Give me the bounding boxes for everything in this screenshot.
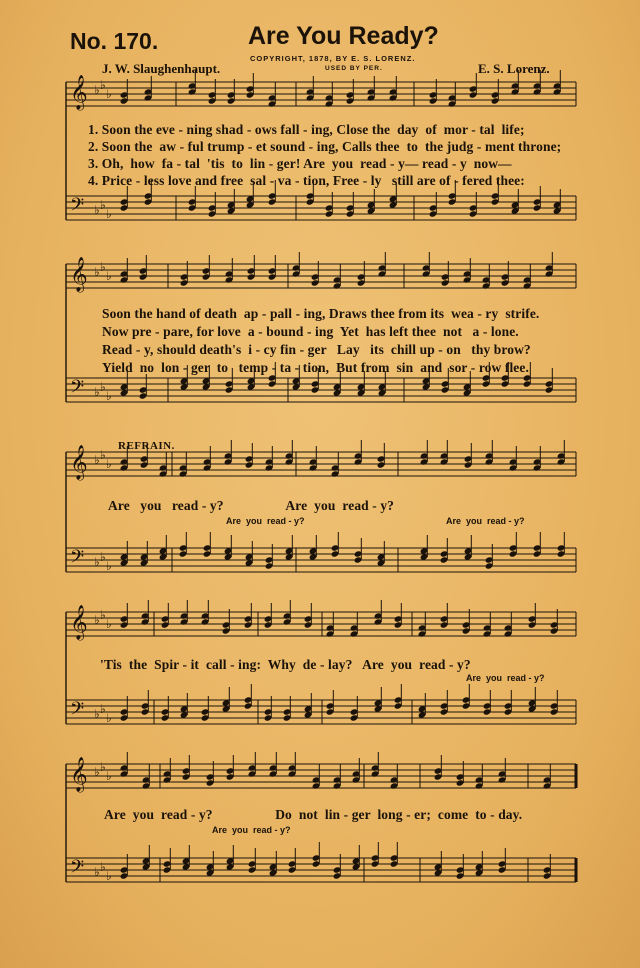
verse-3-line-2: Read - y, should death's i - cy fin - ger Lay its chill up - on thy brow? — [102, 342, 531, 357]
refrain-line-2: 'Tis the Spir - it call - ing: Why de - lay? Are you read - y? — [100, 657, 471, 672]
flat-sign: ♭ — [100, 760, 106, 774]
flat-sign: ♭ — [100, 260, 106, 274]
flat-sign: ♭ — [94, 613, 100, 627]
poet-credit: J. W. Slaughenhaupt. — [102, 61, 221, 76]
hymn-number: No. 170. — [70, 28, 159, 54]
flat-sign: ♭ — [100, 860, 106, 874]
flat-sign: ♭ — [94, 555, 100, 569]
flat-sign: ♭ — [100, 550, 106, 564]
flat-sign: ♭ — [100, 608, 106, 622]
verse-2-line-2: Now pre - pare, for love a - bound - ing Yet has left thee not a - lone. — [102, 324, 519, 339]
flat-sign: ♭ — [106, 769, 112, 783]
bass-clef: 𝄢 — [70, 547, 85, 572]
flat-sign: ♭ — [94, 265, 100, 279]
bass-clef: 𝄢 — [70, 377, 85, 402]
bass-clef: 𝄢 — [70, 195, 85, 220]
flat-sign: ♭ — [100, 198, 106, 212]
flat-sign: ♭ — [94, 865, 100, 879]
flat-sign: ♭ — [106, 559, 112, 573]
flat-sign: ♭ — [94, 83, 100, 97]
flat-sign: ♭ — [106, 711, 112, 725]
hymn-title: Are You Ready? — [248, 22, 439, 50]
refrain-label: REFRAIN. — [118, 440, 175, 452]
flat-sign: ♭ — [106, 389, 112, 403]
flat-sign: ♭ — [106, 207, 112, 221]
flat-sign: ♭ — [94, 385, 100, 399]
refrain-echo-2: Are you read - y? — [466, 673, 545, 683]
verse-4-line-1: 4. Price - less love and free sal - va - tion, Free - ly still are of - fered thee: — [88, 173, 525, 188]
copyright-notice: COPYRIGHT, 1878, BY E. S. LORENZ. — [250, 54, 416, 63]
flat-sign: ♭ — [106, 457, 112, 471]
composer-credit: E. S. Lorenz. — [478, 61, 550, 76]
verse-4-line-2: Yield no lon - ger to temp - ta - tion, But from sin and sor - row flee. — [102, 360, 529, 375]
flat-sign: ♭ — [106, 617, 112, 631]
verse-2-line-1: 2. Soon the aw - ful trump - et sound - ing, Calls thee to the judg - ment throne; — [88, 139, 562, 154]
used-by-permission: USED BY PER. — [325, 65, 383, 72]
treble-clef: 𝄞 — [70, 445, 88, 480]
refrain-echo-3: Are you read - y? — [212, 825, 291, 835]
refrain-line-1: Are you read - y? Are you read - y? — [108, 498, 395, 513]
verse-1-line-1: 1. Soon the eve - ning shad - ows fall - ing, Close the day of mor - tal life; — [88, 122, 525, 137]
treble-clef: 𝄞 — [70, 757, 88, 792]
flat-sign: ♭ — [106, 87, 112, 101]
bass-clef: 𝄢 — [70, 857, 85, 882]
bass-clef: 𝄢 — [70, 699, 85, 724]
flat-sign: ♭ — [100, 78, 106, 92]
treble-clef: 𝄞 — [70, 257, 88, 292]
flat-sign: ♭ — [106, 869, 112, 883]
treble-clef: 𝄞 — [70, 75, 88, 110]
refrain-line-3: Are you read - y? Do not lin - ger long - er; come to - day. — [104, 807, 523, 822]
verse-3-line-1: 3. Oh, how fa - tal 'tis to lin - ger! Are you read - y— read - y now— — [88, 156, 512, 171]
verse-1-line-2: Soon the hand of death ap - pall - ing, Draws thee from its wea - ry strife. — [102, 306, 540, 321]
flat-sign: ♭ — [94, 203, 100, 217]
flat-sign: ♭ — [100, 702, 106, 716]
refrain-echo-1a: Are you read - y? — [226, 516, 305, 526]
refrain-echo-1b: Are you read - y? — [446, 516, 525, 526]
flat-sign: ♭ — [106, 269, 112, 283]
flat-sign: ♭ — [100, 380, 106, 394]
flat-sign: ♭ — [94, 765, 100, 779]
flat-sign: ♭ — [94, 707, 100, 721]
flat-sign: ♭ — [100, 448, 106, 462]
treble-clef: 𝄞 — [70, 605, 88, 640]
flat-sign: ♭ — [94, 453, 100, 467]
